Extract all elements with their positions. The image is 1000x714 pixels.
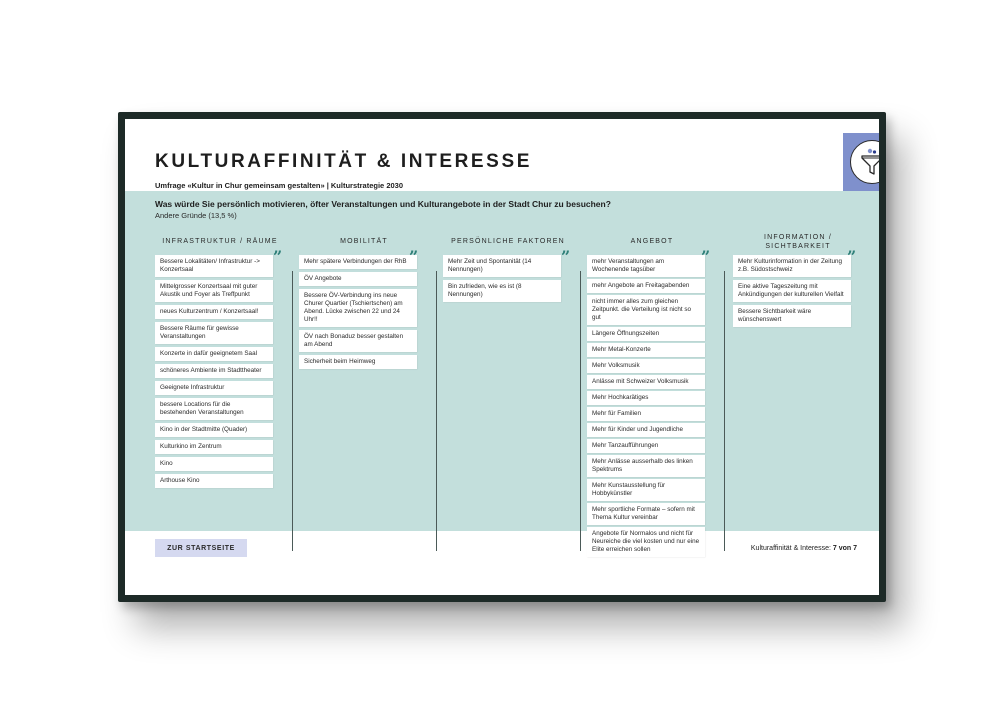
page-indicator-label: Kulturaffinität & Interesse: — [750, 545, 833, 552]
list-item: Konzerte in dafür geeignetem Saal — [155, 347, 273, 361]
list-item: Mehr Tanzaufführungen — [587, 439, 705, 453]
list-item: ÖV Angebote — [299, 272, 417, 286]
page-indicator — [751, 545, 857, 552]
list-item: Mehr sportliche Formate – sofern mit Thema Kultur vereinbar — [587, 503, 705, 525]
column-heading: ANGEBOT — [630, 238, 674, 245]
list-item: ÖV nach Bonaduz besser gestalten am Abend — [299, 330, 417, 352]
list-item: mehr Angebote an Freitagabenden — [587, 279, 705, 293]
column-heading: INFORMATION / SICHTBARKEIT — [764, 234, 832, 250]
list-item: schöneres Ambiente im Stadttheater — [155, 364, 273, 378]
list-item: Eine aktive Tageszeitung mit Ankündigungen der kulturellen Vielfalt — [733, 280, 851, 302]
list-item: Arthouse Kino — [155, 474, 273, 488]
column-divider — [580, 271, 581, 551]
list-item: Mehr spätere Verbindungen der RhB — [299, 255, 417, 269]
column-divider — [724, 271, 725, 551]
survey-question: Was würde Sie persönlich motivieren, öfter Veranstaltungen und Kulturangebote in der Stadt Chur zu besuchen? — [155, 199, 611, 209]
list-item: nicht immer alles zum gleichen Zeitpunkt. die Verteilung ist nicht so gut — [587, 295, 705, 325]
column-heading: MOBILITÄT — [340, 238, 388, 245]
list-item: Sicherheit beim Heimweg — [299, 355, 417, 369]
list-item: Mehr Kulturinformation in der Zeitung z.B. Südostschweiz — [733, 255, 851, 277]
list-item: Mehr für Kinder und Jugendliche — [587, 423, 705, 437]
column-heading: INFRASTRUKTUR / RÄUME — [162, 238, 278, 245]
quote-icon: ” — [561, 247, 571, 266]
list-item: Längere Öffnungszeiten — [587, 327, 705, 341]
list-item: bessere Locations für die bestehenden Veranstaltungen — [155, 398, 273, 420]
list-item: mehr Veranstaltungen am Wochenende tagsüber — [587, 255, 705, 277]
list-item: Mehr Volksmusik — [587, 359, 705, 373]
slide — [125, 119, 879, 595]
page-title: KULTURAFFINITÄT & INTERESSE — [155, 151, 533, 172]
funnel-icon — [850, 140, 879, 184]
column-angebot — [587, 233, 717, 559]
quote-icon: ” — [847, 247, 857, 266]
list-item: Geeignete Infrastruktur — [155, 381, 273, 395]
logo — [843, 133, 879, 191]
column-heading: PERSÖNLICHE FAKTOREN — [451, 238, 565, 245]
list-item: Mehr Hochkarätiges — [587, 391, 705, 405]
page-subtitle: Umfrage «Kultur in Chur gemeinsam gestalten» | Kulturstrategie 2030 — [155, 181, 403, 190]
list-item: Mehr für Familien — [587, 407, 705, 421]
quote-icon: ” — [273, 247, 283, 266]
page-indicator-value: 7 von 7 — [832, 545, 857, 552]
column-divider — [292, 271, 293, 551]
quote-icon: ” — [701, 247, 711, 266]
list-item: Bessere Sichtbarkeit wäre wünschenswert — [733, 305, 851, 327]
list-item: Kino — [155, 457, 273, 471]
list-item: Mittelgrosser Konzertsaal mit guter Akustik und Foyer als Treffpunkt — [155, 280, 273, 302]
list-item: Mehr Anlässe ausserhalb des linken Spektrums — [587, 455, 705, 477]
list-item: Bin zufrieden, wie es ist (8 Nennungen) — [443, 280, 561, 302]
list-item: Angebote für Normalos und nicht für Neureiche die viel kosten und nur eine Elite erreichen sollen — [587, 527, 705, 557]
list-item: Mehr Kunstausstellung für Hobbykünstler — [587, 479, 705, 501]
list-item: Bessere ÖV-Verbindung ins neue Churer Quartier (Tschiertschen) am Abend. Lücke zwischen 22 und 24 Uhr!! — [299, 289, 417, 327]
list-item: Kulturkino im Zentrum — [155, 440, 273, 454]
list-item: neues Kulturzentrum / Konzertsaal! — [155, 305, 273, 319]
column-mobilitaet — [299, 233, 429, 372]
list-item: Mehr Metal-Konzerte — [587, 343, 705, 357]
quote-icon: ” — [409, 247, 419, 266]
column-persoenliche-faktoren — [443, 233, 573, 305]
list-item: Mehr Zeit und Spontanität (14 Nennungen) — [443, 255, 561, 277]
column-infrastruktur — [155, 233, 285, 491]
list-item: Bessere Lokalitäten/ Infrastruktur -> Konzertsaal — [155, 255, 273, 277]
monitor-frame — [118, 112, 886, 602]
list-item: Anlässe mit Schweizer Volksmusik — [587, 375, 705, 389]
survey-question-share: Andere Gründe (13,5 %) — [155, 211, 237, 220]
column-divider — [436, 271, 437, 551]
column-information-sichtbarkeit — [733, 233, 863, 330]
list-item: Kino in der Stadtmitte (Quader) — [155, 423, 273, 437]
list-item: Bessere Räume für gewisse Veranstaltungen — [155, 322, 273, 344]
home-button[interactable]: ZUR STARTSEITE — [155, 539, 247, 557]
